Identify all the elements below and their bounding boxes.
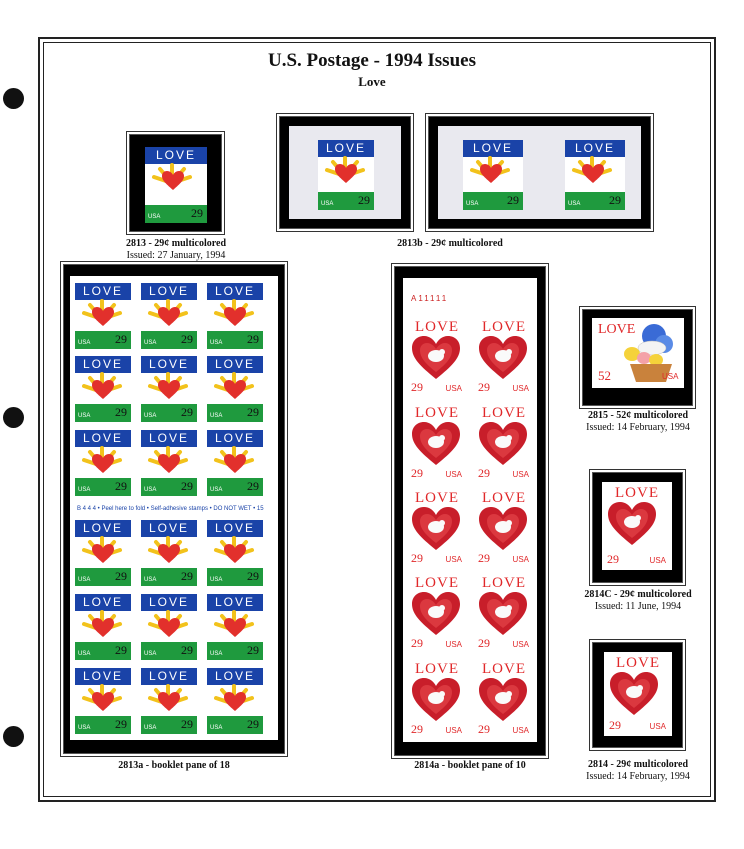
binder-hole-middle	[3, 407, 24, 428]
stamp-value: 29	[478, 380, 490, 394]
stamp-country: USA	[466, 201, 479, 207]
pane-2813a-stamp-r6c3	[207, 668, 263, 734]
stamp-value: 29	[411, 466, 423, 480]
caption-2814	[576, 759, 700, 783]
stamp-country: USA	[321, 201, 334, 207]
rose-heart-icon	[610, 672, 658, 716]
stamp-banner: LOVE	[415, 319, 459, 335]
pane-2813a-stamp-r6c1	[75, 668, 131, 734]
stamp-country: USA	[144, 651, 157, 657]
stamp-2815-country: USA	[662, 372, 679, 381]
heart-icon	[224, 380, 246, 400]
stamp-2813b-single-image	[318, 140, 374, 210]
stamp-banner: LOVE	[145, 147, 207, 164]
page-subtitle: Love	[358, 74, 386, 89]
pane-2814a-stamp-r4c2	[473, 572, 535, 654]
stamp-country: USA	[78, 340, 91, 346]
stamp-country: USA	[568, 201, 581, 207]
stamp-value: 29	[115, 405, 127, 419]
heart-icon	[158, 618, 180, 638]
stamp-value: 29	[247, 332, 259, 346]
heart-icon	[92, 544, 114, 564]
heart-icon	[224, 307, 246, 327]
caption-2814a-number: 2814a - booklet pane of 10	[414, 760, 526, 771]
pane-2813a-stamp-r4c3	[207, 520, 263, 586]
pane-2813a-stamp-r6c2	[141, 668, 197, 734]
stamp-banner: LOVE	[75, 430, 131, 447]
rose-heart-icon	[479, 678, 527, 722]
stamp-country: USA	[512, 640, 529, 649]
stamp-banner: LOVE	[207, 520, 263, 537]
stamp-banner: LOVE	[482, 405, 526, 421]
stamp-2815-banner: LOVE	[598, 322, 636, 337]
heart-icon	[158, 380, 180, 400]
stamp-banner: LOVE	[75, 594, 131, 611]
stamp-value: 29	[247, 479, 259, 493]
rose-heart-icon	[412, 336, 460, 380]
stamp-value: 29	[181, 569, 193, 583]
plate-number: A11111	[411, 294, 449, 303]
stamp-value: 29	[411, 380, 423, 394]
pane-2813a-stamp-r5c3	[207, 594, 263, 660]
pane-2814a-stamp-r1c1	[406, 316, 468, 398]
caption-2814-issued: Issued: 14 February, 1994	[586, 771, 690, 782]
stamp-value: 29	[181, 643, 193, 657]
caption-2814C-issued: Issued: 11 June, 1994	[594, 601, 682, 612]
pane-2813a-stamp-r2c2	[141, 356, 197, 422]
stamp-value: 29	[411, 722, 423, 736]
stamp-banner: LOVE	[565, 140, 625, 157]
stamp-banner: LOVE	[75, 668, 131, 685]
stamp-2813b-pair-right	[565, 140, 625, 210]
stamp-2815-value: 52	[598, 368, 611, 383]
stamp-value: 29	[358, 193, 370, 207]
binder-hole-top	[3, 88, 24, 109]
stamp-2813b-pair-left	[463, 140, 523, 210]
stamp-banner: LOVE	[415, 490, 459, 506]
stamp-value: 29	[115, 569, 127, 583]
stamp-country: USA	[144, 487, 157, 493]
stamp-banner: LOVE	[207, 356, 263, 373]
stamp-country: USA	[512, 384, 529, 393]
stamp-country: USA	[445, 384, 462, 393]
caption-2813a-number: 2813a - booklet pane of 18	[118, 760, 230, 771]
stamp-value: 29	[607, 552, 619, 566]
stamp-banner: LOVE	[482, 661, 526, 677]
pane-2814a-stamp-r2c2	[473, 402, 535, 484]
stamp-value: 29	[115, 332, 127, 346]
pane-2814a-stamp-r4c1	[406, 572, 468, 654]
stamp-country: USA	[78, 577, 91, 583]
stamp-value: 29	[115, 643, 127, 657]
stamp-country: USA	[210, 725, 223, 731]
rose-heart-icon	[479, 507, 527, 551]
heart-icon	[224, 454, 246, 474]
stamp-banner: LOVE	[482, 575, 526, 591]
stamp-banner: LOVE	[207, 594, 263, 611]
pane-2813a-stamp-r5c2	[141, 594, 197, 660]
stamp-2815	[592, 318, 684, 388]
heart-icon	[158, 544, 180, 564]
stamp-banner: LOVE	[415, 575, 459, 591]
stamp-banner: LOVE	[482, 490, 526, 506]
pane-2813a-stamp-r1c3	[207, 283, 263, 349]
caption-2814C-number: 2814C - 29¢ multicolored	[584, 589, 692, 600]
heart-icon	[162, 171, 184, 191]
stamp-banner: LOVE	[615, 485, 659, 501]
caption-2814C	[576, 589, 700, 613]
rose-heart-icon	[608, 502, 656, 546]
stamp-country: USA	[148, 214, 161, 220]
pane-2813a-stamp-r1c1	[75, 283, 131, 349]
stamp-value: 29	[181, 332, 193, 346]
stamp-banner: LOVE	[616, 655, 660, 671]
stamp-banner: LOVE	[75, 520, 131, 537]
pane-2814a-stamp-r5c2	[473, 658, 535, 740]
stamp-country: USA	[210, 651, 223, 657]
pane-2813a-stamp-r4c1	[75, 520, 131, 586]
stamp-banner: LOVE	[415, 405, 459, 421]
stamp-value: 29	[181, 405, 193, 419]
stamp-value: 29	[247, 405, 259, 419]
heart-icon	[224, 692, 246, 712]
page-title: U.S. Postage - 1994 Issues	[268, 50, 476, 71]
stamp-country: USA	[210, 487, 223, 493]
stamp-value: 29	[411, 636, 423, 650]
stamp-country: USA	[445, 726, 462, 735]
stamp-value: 29	[247, 717, 259, 731]
heart-icon	[224, 544, 246, 564]
stamp-country: USA	[445, 640, 462, 649]
stamp-2814C-image	[602, 482, 672, 570]
rose-heart-icon	[412, 678, 460, 722]
stamp-country: USA	[78, 487, 91, 493]
stamp-value: 29	[181, 717, 193, 731]
heart-icon	[158, 307, 180, 327]
stamp-banner: LOVE	[141, 520, 197, 537]
stamp-banner: LOVE	[75, 283, 131, 300]
rose-heart-icon	[479, 422, 527, 466]
caption-2813	[116, 238, 236, 262]
pane-2813a-stamp-r2c3	[207, 356, 263, 422]
stamp-banner: LOVE	[415, 661, 459, 677]
heart-icon	[582, 164, 604, 184]
stamp-value: 29	[115, 479, 127, 493]
heart-icon	[92, 618, 114, 638]
heart-icon	[92, 380, 114, 400]
stamp-banner: LOVE	[482, 319, 526, 335]
heart-icon	[92, 307, 114, 327]
stamp-country: USA	[144, 340, 157, 346]
pane-2813a-stamp-r3c1	[75, 430, 131, 496]
stamp-2814-image	[604, 652, 672, 736]
stamp-banner: LOVE	[207, 283, 263, 300]
stamp-country: USA	[649, 556, 666, 565]
stamp-value: 29	[411, 551, 423, 565]
stamp-country: USA	[144, 577, 157, 583]
binder-hole-bottom	[3, 726, 24, 747]
pane-2814a-stamp-r1c2	[473, 316, 535, 398]
heart-icon	[158, 454, 180, 474]
stamp-value: 29	[115, 717, 127, 731]
stamp-value: 29	[478, 636, 490, 650]
booklet-tab-text: B 4 4 4 • Peel here to fold • Self-adhesive stamps • DO NOT WET • 15	[77, 506, 264, 512]
stamp-2813-image	[145, 147, 207, 223]
stamp-country: USA	[649, 722, 666, 731]
stamp-banner: LOVE	[141, 594, 197, 611]
pane-2813a-stamp-r3c3	[207, 430, 263, 496]
stamp-banner: LOVE	[207, 430, 263, 447]
pane-2814a-stamp-r2c1	[406, 402, 468, 484]
stamp-value: 29	[478, 551, 490, 565]
stamp-banner: LOVE	[207, 668, 263, 685]
stamp-banner: LOVE	[463, 140, 523, 157]
rose-heart-icon	[412, 422, 460, 466]
pane-2813a-stamp-r1c2	[141, 283, 197, 349]
rose-heart-icon	[479, 336, 527, 380]
stamp-country: USA	[78, 413, 91, 419]
rose-heart-icon	[412, 507, 460, 551]
heart-icon	[335, 164, 357, 184]
stamp-value: 29	[478, 722, 490, 736]
pane-2814a-stamp-r5c1	[406, 658, 468, 740]
stamp-value: 29	[507, 193, 519, 207]
stamp-country: USA	[210, 577, 223, 583]
caption-2814-number: 2814 - 29¢ multicolored	[587, 759, 689, 770]
caption-2813-issued: Issued: 27 January, 1994	[126, 250, 226, 261]
caption-2813b	[380, 238, 520, 250]
stamp-country: USA	[445, 470, 462, 479]
pane-2814a-stamp-r3c1	[406, 487, 468, 569]
heart-icon	[92, 454, 114, 474]
caption-2813a	[104, 760, 244, 772]
stamp-banner: LOVE	[318, 140, 374, 157]
heart-icon	[480, 164, 502, 184]
stamp-country: USA	[78, 651, 91, 657]
stamp-banner: LOVE	[141, 356, 197, 373]
caption-2813b-number: 2813b - 29¢ multicolored	[397, 238, 503, 249]
stamp-value: 29	[247, 569, 259, 583]
caption-2814a	[398, 760, 542, 772]
stamp-country: USA	[512, 470, 529, 479]
pane-2813a-stamp-r4c2	[141, 520, 197, 586]
pane-2813a-stamp-r2c1	[75, 356, 131, 422]
pane-2813a-stamp-r3c2	[141, 430, 197, 496]
stamp-value: 29	[181, 479, 193, 493]
heart-icon	[158, 692, 180, 712]
caption-2813-number: 2813 - 29¢ multicolored	[125, 238, 227, 249]
heart-icon	[224, 618, 246, 638]
stamp-country: USA	[512, 726, 529, 735]
stamp-country: USA	[210, 340, 223, 346]
rose-heart-icon	[479, 592, 527, 636]
rose-heart-icon	[412, 592, 460, 636]
stamp-country: USA	[512, 555, 529, 564]
caption-2815-issued: Issued: 14 February, 1994	[586, 422, 690, 433]
caption-2815	[576, 410, 700, 434]
stamp-banner: LOVE	[141, 668, 197, 685]
stamp-value: 29	[478, 466, 490, 480]
pane-2814a-stamp-r3c2	[473, 487, 535, 569]
stamp-country: USA	[210, 413, 223, 419]
stamp-banner: LOVE	[141, 430, 197, 447]
stamp-country: USA	[144, 725, 157, 731]
pane-2813a-stamp-r5c1	[75, 594, 131, 660]
heart-icon	[92, 692, 114, 712]
stamp-value: 29	[609, 718, 621, 732]
stamp-banner: LOVE	[75, 356, 131, 373]
stamp-country: USA	[445, 555, 462, 564]
stamp-value: 29	[609, 193, 621, 207]
stamp-country: USA	[144, 413, 157, 419]
caption-2815-number: 2815 - 52¢ multicolored	[587, 410, 689, 421]
stamp-value: 29	[191, 206, 203, 220]
stamp-value: 29	[247, 643, 259, 657]
stamp-country: USA	[78, 725, 91, 731]
stamp-banner: LOVE	[141, 283, 197, 300]
